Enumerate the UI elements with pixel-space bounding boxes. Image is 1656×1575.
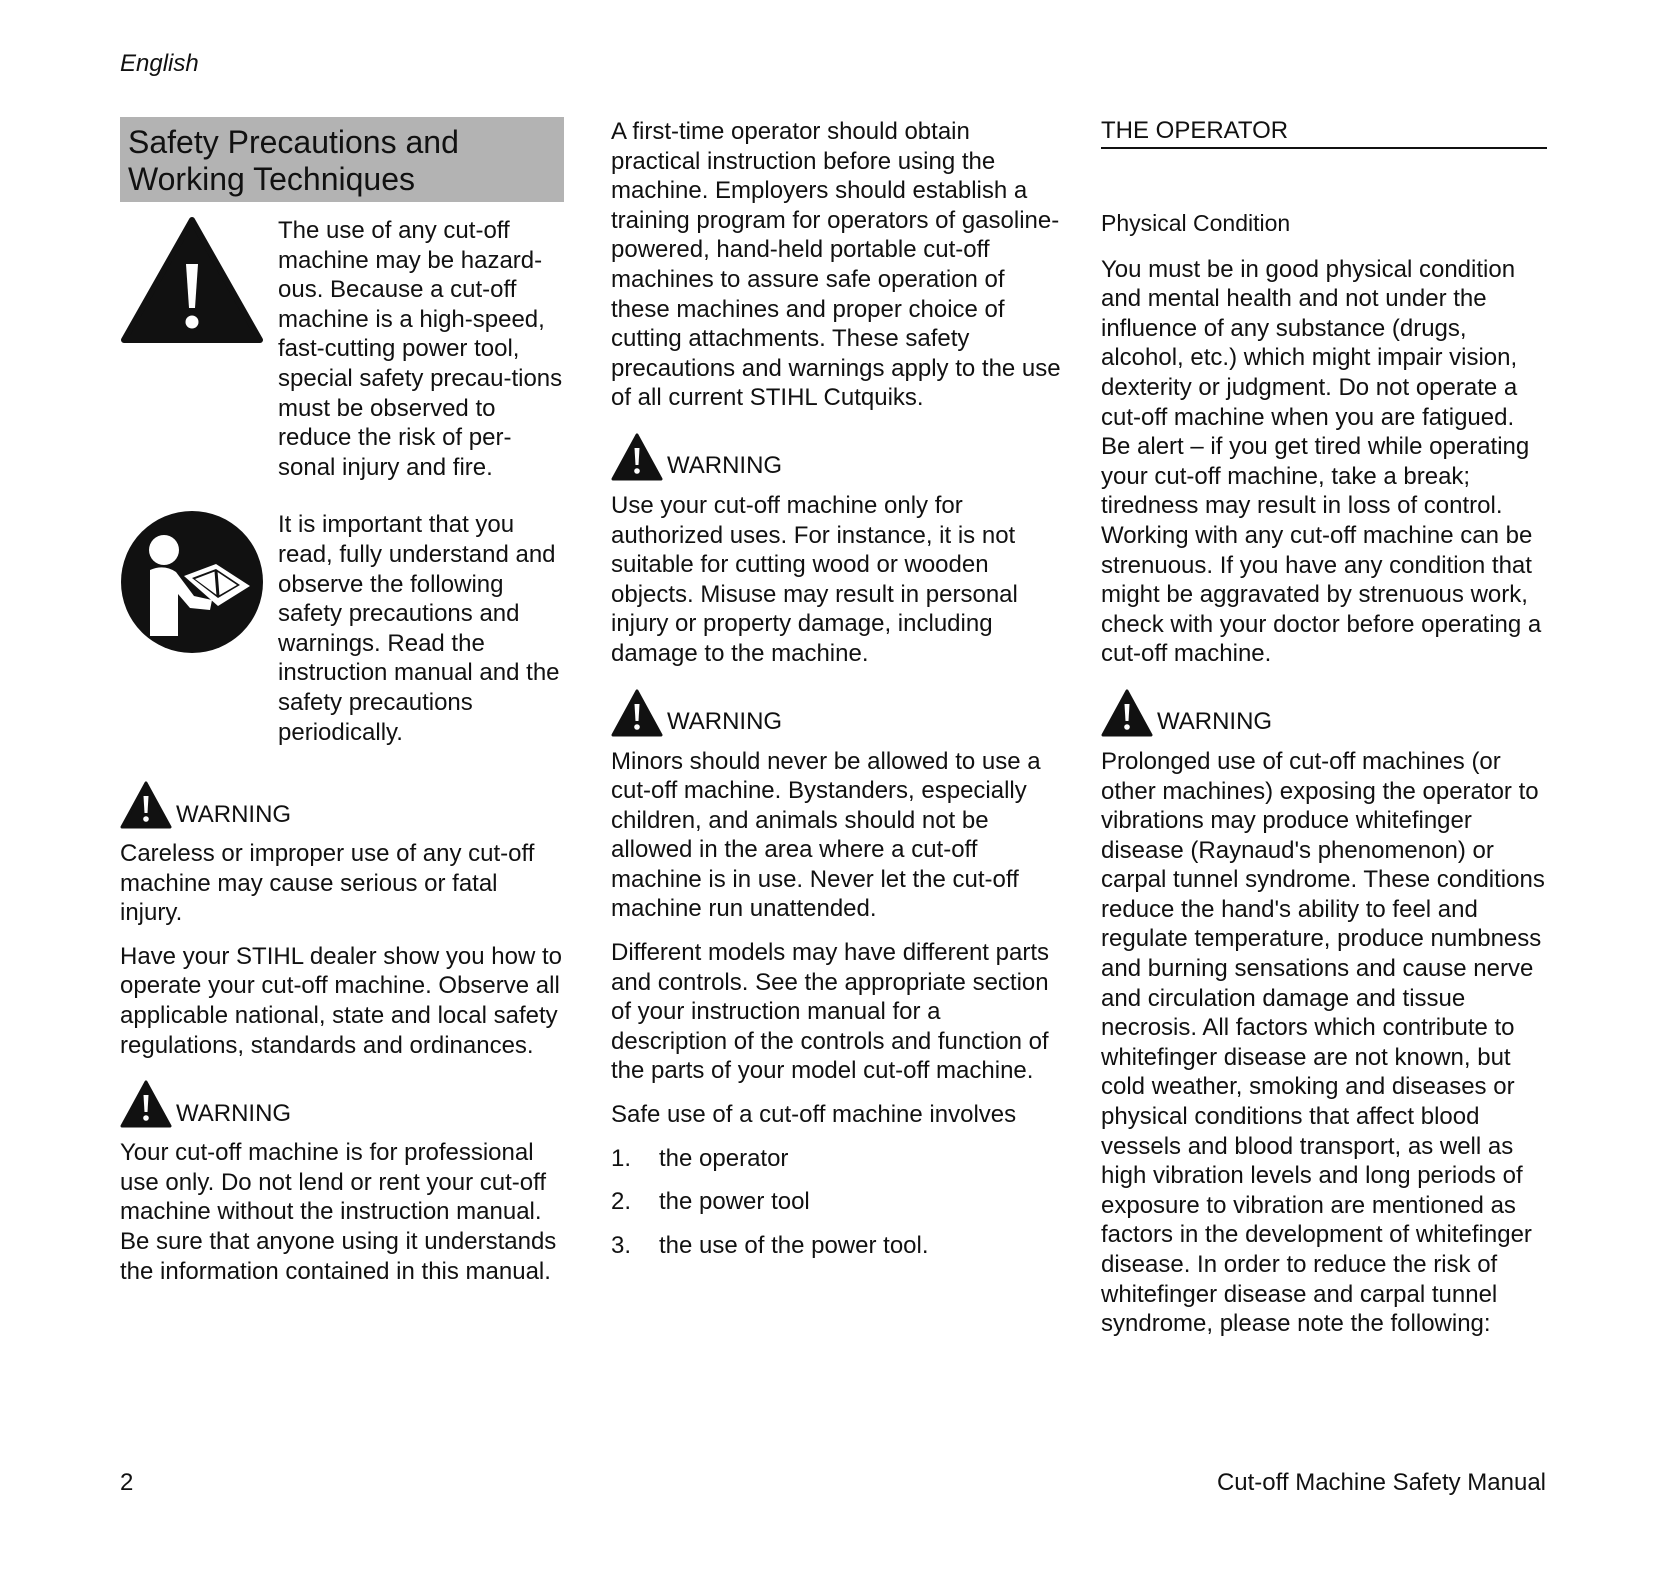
warning-1-text: Careless or improper use of any cut-off machine may cause serious or fatal injury. [120,840,535,927]
warning-heading-5 [1101,685,1547,737]
warning-4-text: Minors should never be allowed to use a cut-off machine. Bystanders, especially children, and animals should not be allowed in the area where a cut-off machine is in use. Never let the cut-off machine run unattended. [611,747,1041,923]
warning-triangle-icon [120,1080,172,1128]
read-manual-icon [120,510,278,761]
list-text: the use of the power tool. [659,1231,929,1259]
training-paragraph: A first-time operator should obtain practical instruction before using the machine. Employers should establish a training program for operators of gasoline-powered, hand-held portable cut-off machines to assure safe operation of these machines and proper choice of cutting attachments. These safety precautions and warnings apply to the use of all current STIHL Cutquiks. [611,118,1061,412]
warning-heading-3 [611,429,1061,481]
section-title [120,117,564,202]
warning-2-text: Your cut-off machine is for professional use only. Do not lend or rent your cut-off machine without the instruction manual. Be sure that anyone using it understands the information contained in this manual. [120,1139,557,1285]
list-item [611,1187,1061,1217]
warning-5-text: Prolonged use of cut-off machines (or other machines) exposing the operator to vibrations may produce whitefinger disease (Raynaud's phenomenon) or carpal tunnel syndrome. These conditions reduce the hand's ability to feel and regulate temperature, produce numbness and burning sensations and cause nerve and circulation damage and tissue necrosis. All factors which contribute to whitefinger disease are not known, but cold weather, smoking and diseases or physical conditions that affect blood vessels and blood transport, as well as high vibration levels and long periods of exposure to vibration are mentioned as factors in the development of whitefinger disease. In order to reduce the risk of whitefinger disease and carpal tunnel syndrome, please note the following: [1101,747,1545,1338]
intro-paragraph: The use of any cut-off machine may be hazard-ous. Because a cut-off machine is a high-speed, fast-cutting power tool, special safety precau-tions must be observed to reduce the risk of per-sonal injury and fire. [278,217,563,481]
list-item [611,1144,1061,1174]
page-number: 2 [120,1469,134,1496]
physical-condition-heading: Physical Condition [1101,210,1291,236]
warning-triangle-icon [120,781,172,829]
list-text: the operator [659,1144,789,1172]
models-paragraph: Different models may have different parts and controls. See the appropriate section of your instruction manual for a description of the controls and function of the parts of your model cut-off machine. [611,939,1049,1085]
warning-label: WARNING [1157,708,1273,736]
warning-label: WARNING [176,800,292,828]
safe-use-intro: Safe use of a cut-off machine involves [611,1101,1017,1129]
list-item [611,1231,1061,1261]
safe-use-list [611,1144,1061,1261]
manual-title: Cut-off Machine Safety Manual [1216,1469,1546,1496]
operator-heading: THE OPERATOR [1101,117,1547,149]
column-3 [1101,117,1547,1353]
read-manual-block [120,510,564,761]
warning-heading-4 [611,685,1061,737]
dealer-paragraph: Have your STIHL dealer show you how to operate your cut-off machine. Observe all applicable national, state and local safety regulations, standards and ordinances. [120,942,562,1059]
hazard-intro [120,216,564,496]
warning-triangle-icon [120,216,278,496]
list-number: 3. [611,1231,632,1259]
list-number: 2. [611,1188,632,1216]
warning-3-text: Use your cut-off machine only for authorized uses. For instance, it is not suitable for cutting wood or wooden objects. Misuse may result in personal injury or property damage, including damage to the machine. [611,491,1018,667]
read-manual-paragraph: It is important that you read, fully understand and observe the following safety precautions and warnings. Read the instruction manual and the safety precautions periodically. [278,511,560,746]
list-text: the power tool [659,1188,810,1216]
list-number: 1. [611,1144,632,1172]
warning-label: WARNING [667,707,783,735]
language-label: English [120,50,199,77]
warning-heading-2 [120,1076,564,1128]
warning-label: WARNING [667,452,783,480]
warning-triangle-icon [611,689,663,737]
warning-triangle-icon [611,433,663,481]
warning-label: WARNING [176,1099,292,1127]
warning-triangle-icon [1101,689,1153,737]
column-1 [120,117,564,1300]
physical-condition-paragraph: You must be in good physical condition and mental health and not under the influence of any substance (drugs, alcohol, etc.) which might impair vision, dexterity or judgment. Do not operate a cut-off machine when you are fatigued. Be alert – if you get tired while operating your cut-off machine, take a break; tiredness may result in loss of control. Working with any cut-off machine can be strenuous. If you have any condition that might be aggravated by strenuous work, check with your doctor before operating a cut-off machine. [1101,255,1542,668]
section-title-line-2: Working Techniques [128,161,415,197]
section-title-line-1: Safety Precautions and [128,124,459,160]
warning-heading-1 [120,777,564,829]
column-2 [611,117,1061,1274]
